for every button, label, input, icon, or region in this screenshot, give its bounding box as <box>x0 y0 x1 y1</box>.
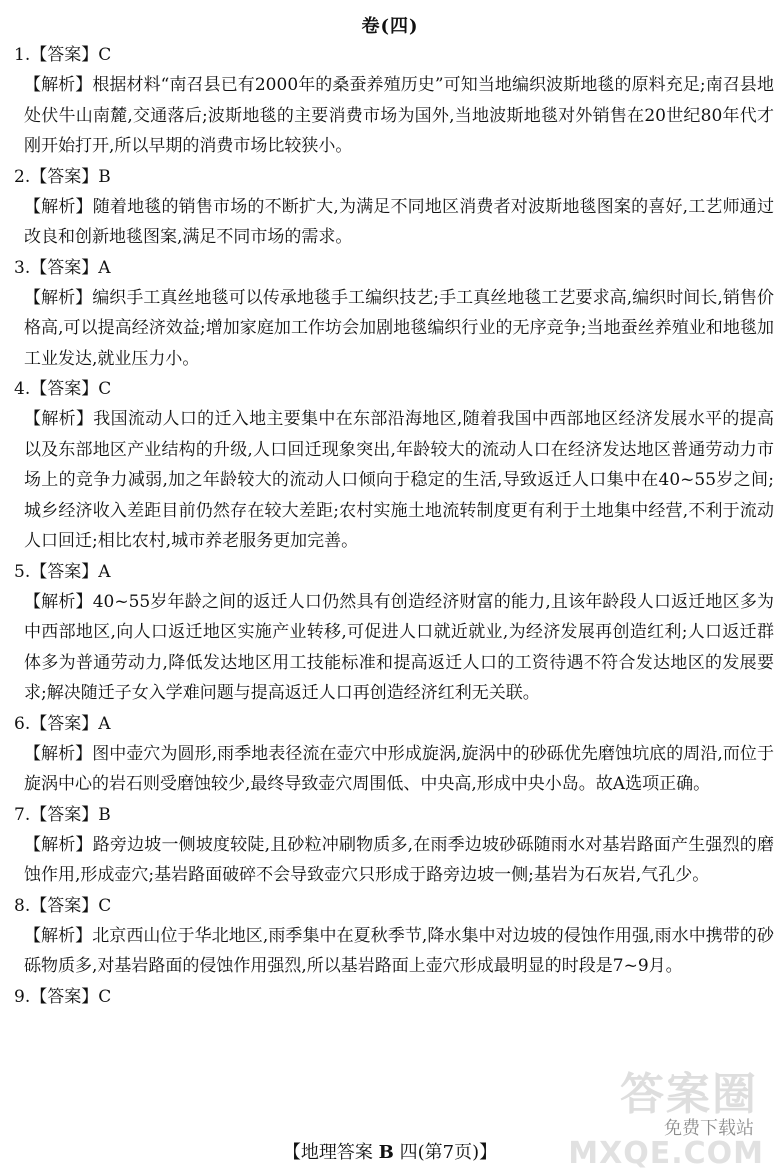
answer-item <box>14 40 774 162</box>
answer-label: 8.【答案】C <box>14 895 112 916</box>
answer-item <box>14 709 774 800</box>
explanation-text: 【解析】编织手工真丝地毯可以传承地毯手工编织技艺;手工真丝地毯工艺要求高,编织时间长,销售价格高,可以提高经济效益;增加家庭加工作坊会加剧地毯编织行业的无序竞争;当地蚕丝养殖业和地毯加工业发达,就业压力小。 <box>24 287 774 369</box>
explanation-text: 【解析】随着地毯的销售市场的不断扩大,为满足不同地区消费者对波斯地毯图案的喜好,工艺师通过改良和创新地毯图案,满足不同市场的需求。 <box>24 196 774 247</box>
answer-label: 9.【答案】C <box>14 986 112 1007</box>
explanation-text: 【解析】40~55岁年龄之间的返迁人口仍然具有创造经济财富的能力,且该年龄段人口返迁地区多为中西部地区,向人口返迁地区实施产业转移,可促进人口就近就业,为经济发展再创造红利;人口返迁群体多为普通劳动力,降低发达地区用工技能标准和提高返迁人口的工资待遇不符合发达地区的发展要求;解决随迁子女入学难问题与提高返迁人口再创造经济红利无关联。 <box>24 591 774 703</box>
answer-label: 1.【答案】C <box>14 45 112 65</box>
explanation-text: 【解析】我国流动人口的迁入地主要集中在东部沿海地区,随着我国中西部地区经济发展水平的提高以及东部地区产业结构的升级,人口回迁现象突出,年龄较大的流动人口在经济发达地区普通劳动力市场上的竞争力减弱,加之年龄较大的流动人口倾向于稳定的生活,导致返迁人口集中在40~55岁之间;城乡经济收入差距目前仍然存在较大差距;农村实施土地流转制度更有利于土地集中经营,不利于流动人口回迁;相比农村,城市养老服务更加完善。 <box>24 409 774 551</box>
watermark-caption: 免费下载站 <box>664 1118 754 1139</box>
explanation-text: 【解析】图中壶穴为圆形,雨季地表径流在壶穴中形成旋涡,旋涡中的砂砾优先磨蚀坑底的周沿,而位于旋涡中心的岩石则受磨蚀较少,最终导致壶穴周围低、中央高,形成中央小岛。故A选项正确。 <box>24 743 774 794</box>
watermark-url: MXQE.COM <box>568 1136 764 1171</box>
explanation-text: 【解析】北京西山位于华北地区,雨季集中在夏秋季节,降水集中对边坡的侵蚀作用强,雨水中携带的砂砾物质多,对基岩路面的侵蚀作用强烈,所以基岩路面上壶穴形成最明显的时段是7~9月。 <box>24 925 774 976</box>
footer-left: 【地理答案 <box>282 1142 373 1163</box>
footer-right: 四(第7页)】 <box>399 1142 498 1163</box>
watermark-logo-text: 答案圈 <box>620 1069 758 1120</box>
answer-item <box>14 557 774 709</box>
answer-label: 4.【答案】C <box>14 379 112 399</box>
answer-item <box>14 800 774 891</box>
answer-item <box>14 162 774 253</box>
answer-label: 3.【答案】A <box>14 257 111 278</box>
explanation-text: 【解析】路旁边坡一侧坡度较陡,且砂粒冲刷物质多,在雨季边坡砂砾随雨水对基岩路面产生强烈的磨蚀作用,形成壶穴;基岩路面破碎不会导致壶穴只形成于路旁边坡一侧;基岩为石灰岩,气孔少。 <box>24 834 774 885</box>
answer-list <box>14 40 774 1012</box>
section-title: 卷(四) <box>361 16 419 37</box>
answer-item <box>14 374 774 557</box>
answer-item <box>14 253 774 375</box>
answer-item <box>14 891 774 982</box>
answer-item <box>14 982 774 1012</box>
answer-label: 5.【答案】A <box>14 561 111 582</box>
answer-label: 6.【答案】A <box>14 713 111 734</box>
answer-label: 2.【答案】B <box>14 166 111 187</box>
page-footer <box>0 1138 780 1164</box>
answer-label: 7.【答案】B <box>14 804 111 825</box>
explanation-text: 【解析】根据材料“南召县已有2000年的桑蚕养殖历史”可知当地编织波斯地毯的原料充足;南召县地处伏牛山南麓,交通落后;波斯地毯的主要消费市场为国外,当地波斯地毯对外销售在20世纪80年代才刚开始打开,所以早期的消费市场比较狭小。 <box>24 75 774 156</box>
footer-version: B <box>378 1142 394 1163</box>
